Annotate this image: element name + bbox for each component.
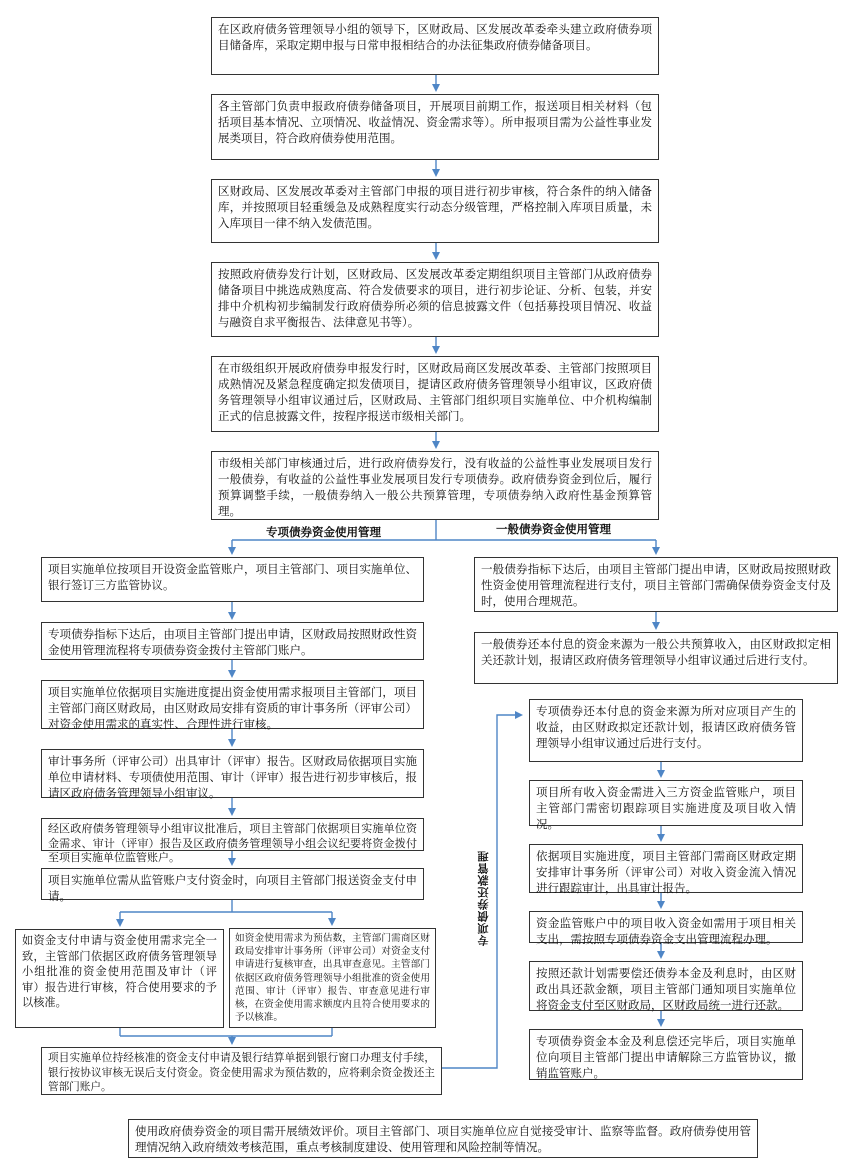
step-establish-project-library: 在区政府债务管理领导小组的领导下，区财政局、区发展改革委牵头建立政府债券项目储备库，采取定期申报与日常申报相结合的办法征集政府债券储备项目。 [211,17,659,75]
step-determine-bond-projects: 在市级组织开展政府债券申报发行时，区财政局商区发展改革委、主管部门按照项目成熟情况及紧急程度确定拟发债项目，提请区政府债务管理领导小组审议，区政府债务管理领导小组审议通过后，区财政局、主管部门组织项目实施单位、中介机构编制正式的信息披露文件，按程序报送市级相关部门。 [211,356,659,432]
repayment-management-label: 专项债券还款管理 [477,850,490,946]
step-department-application: 各主管部门负责申报政府债券储备项目，开展项目前期工作，报送项目相关材料（包括项目基本情况、立项情况、收益情况、资金需求等）。所申报项目需为公益性事业发展类项目，符合政府债券使用范围。 [211,94,659,160]
repayment-step-tracking-audit: 依据项目实施进度，项目主管部门需商区财政定期安排审计事务所（评审公司）对收入资金流入情况进行跟踪审计，出具审计报告。 [529,844,803,893]
special-step-audit-report: 审计事务所（评审公司）出具审计（评审）报告。区财政局依据项目实施单位申请材料、专项债使用范围、审计（评审）报告进行初步审核后，报请区政府债务管理领导小组审议。 [41,749,424,798]
general-step-payment: 一般债券指标下达后，由项目主管部门提出申请，区财政局按照财政性资金使用管理流程进行支付，项目主管部门需确保债券资金支付及时，使用合理规范。 [474,557,838,612]
general-bond-label: 一般债券资金使用管理 [496,522,611,536]
special-bond-label: 专项债券资金使用管理 [266,525,381,539]
step-preliminary-review: 区财政局、区发展改革委对主管部门申报的项目进行初步审核，符合条件的纳入储备库，并按照项目轻重缓急及成熟程度实行动态分级管理，严格控制入库项目质量，未入库项目一律不纳入发债范围。 [211,179,659,243]
step-bond-issuance: 市级相关部门审核通过后，进行政府债券发行，没有收益的公益性事业发展项目发行一般债券，有收益的公益性事业发展项目发行专项债券。政府债券资金到位后，履行预算调整手续，一般债券纳入一般公共预算管理，专项债券纳入政府性基金预算管理。 [211,451,659,520]
repayment-step-related-expenditure: 资金监管账户中的项目收入资金如需用于项目相关支出，需按照专项债券资金支出管理流程办理。 [529,911,803,943]
special-step-approval-transfer: 经区政府债务管理领导小组审议批准后，项目主管部门依据项目实施单位资金需求、审计（评审）报告及区政府债务管理领导小组会议纪要将资金拨付至项目实施单位监管账户。 [41,818,424,851]
repayment-step-close-account: 专项债券资金本金及利息偿还完毕后，项目实施单位向项目主管部门提出申请解除三方监管协议，撤销监管账户。 [529,1029,803,1080]
special-step-fund-allocation: 专项债券指标下达后，由项目主管部门提出申请，区财政局按照财政性资金使用管理流程将专项债券资金拨付主管部门账户。 [41,622,424,660]
repayment-step-repay-principal: 按照还款计划需要偿还债券本金及利息时，由区财政出具还款金额，项目主管部门通知项目实施单位将资金支付至区财政局，区财政局统一进行还款。 [529,961,803,1011]
general-step-repayment: 一般债券还本付息的资金来源为一般公共预算收入，由区财政拟定相关还款计划，报请区政府债务管理领导小组审议通过后进行支付。 [474,632,838,684]
step-project-selection: 按照政府债券发行计划，区财政局、区发展改革委定期组织项目主管部门从政府债券储备项目中挑选成熟度高、符合发债要求的项目，进行初步论证、分析、包装，并安排中介机构初步编制发行政府债券所必须的信息披露文件（包括募投项目情况、收益与融资自求平衡报告、法律意见书等）。 [211,262,659,337]
special-step-usage-request: 项目实施单位依据项目实施进度提出资金使用需求报项目主管部门，项目主管部门商区财政局，由区财政局安排有资质的审计事务所（评审公司）对资金使用需求的真实性、合理性进行审核。 [41,680,424,729]
special-split-estimate: 如资金使用需求为预估数，主管部门需商区财政局安排审计事务所（评审公司）对资金支付申请进行复核审查，出具审查意见。主管部门依据区政府债务管理领导小组批准的资金使用范围、审计（评审）报告、审查意见进行审核，在资金使用需求额度内且符合使用要求的予以核准。 [229,928,436,1028]
special-step-open-account: 项目实施单位按项目开设资金监管账户，项目主管部门、项目实施单位、银行签订三方监管协议。 [41,557,424,602]
repayment-step-source: 专项债券还本付息的资金来源为所对应项目产生的收益，由区财政拟定还款计划，报请区政府债务管理领导小组审议通过后进行支付。 [529,699,803,762]
special-split-full-match: 如资金支付申请与资金使用需求完全一致，主管部门依据区政府债务管理领导小组批准的资金使用范围及审计（评审）报告进行审核，符合使用要求的予以核准。 [15,929,224,1028]
performance-evaluation-note: 使用政府债券资金的项目需开展绩效评价。项目主管部门、项目实施单位应自觉接受审计、监察等监督。政府债券使用管理情况纳入政府绩效考核范围，重点考核制度建设、使用管理和风险控制等情况。 [128,1119,758,1158]
special-step-payment-request: 项目实施单位需从监管账户支付资金时，向项目主管部门报送资金支付申请。 [41,868,424,900]
repayment-step-income-account: 项目所有收入资金需进入三方资金监管账户，项目主管部门需密切跟踪项目实施进度及项目收入情况。 [529,780,803,826]
special-step-bank-payment: 项目实施单位持经核准的资金支付申请及银行结算单据到银行窗口办理支付手续，银行按协议审核无误后支付资金。资金使用需求为预估数的，应将剩余资金拨还主管部门账户。 [41,1047,442,1095]
